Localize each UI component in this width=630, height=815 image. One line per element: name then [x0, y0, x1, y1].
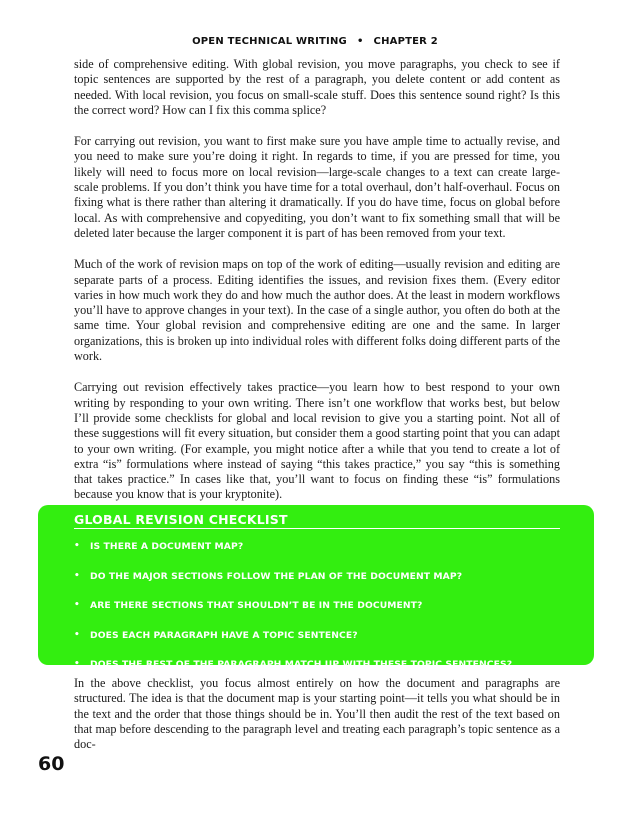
bullet-icon: •	[74, 541, 80, 551]
header-book-title: OPEN TECHNICAL WRITING	[192, 36, 347, 47]
bullet-icon: •	[74, 600, 80, 610]
checklist-item-text: DO THE MAJOR SECTIONS FOLLOW THE PLAN OF THE DOCUMENT MAP?	[90, 570, 463, 582]
checklist-item-text: DOES THE REST OF THE PARAGRAPH MATCH UP WITH THESE TOPIC SENTENCES?	[90, 659, 513, 670]
checklist-item	[74, 600, 574, 630]
checklist-item-text: IS THERE A DOCUMENT MAP?	[90, 541, 244, 552]
checklist-item-text: ARE THERE SECTIONS THAT SHOULDN’T BE IN THE DOCUMENT?	[90, 600, 423, 611]
checklist-item	[74, 541, 574, 571]
page-number: 60	[38, 753, 65, 775]
checklist-item	[74, 571, 574, 601]
bullet-icon: •	[74, 629, 80, 640]
checklist-item-text: DOES EACH PARAGRAPH HAVE A TOPIC SENTENCE?	[90, 629, 358, 641]
paragraph: For carrying out revision, you want to first make sure you have ample time to actually revise, and you need to make sure you’re doing it right. In regards to time, if you are pressed for time, you likely will need to focus more on local revision—large-scale changes to a text can create large-scale problems. If you don’t think you have time for a total overhaul, don’t half-overhaul. Focus on fixing what is there rather than altering it dramatically. If you do have time, focus on global before local. As with comprehensive and copyediting, you don’t want to fix something small that will be deleted later because the larger component it is part of has been removed from your text.	[74, 134, 560, 240]
bullet-icon: •	[74, 659, 80, 669]
checklist-item	[74, 630, 574, 660]
global-revision-checklist-box	[38, 505, 594, 670]
running-header	[0, 36, 630, 47]
paragraph: Much of the work of revision maps on top of the work of editing—usually revision and editing are separate parts of a process. Editing identifies the issues, and revision fixes them. (Every editor varies in how much work they do and how much the author does. At the least in modern workflows you’ll have to approve changes in your text). In the case of a single author, you often do both at the same time. Your global revision and comprehensive editing are one and the same. In larger organizations, this is broken up into individual roles with different folks doing different parts of the work.	[74, 257, 560, 364]
header-separator: •	[356, 36, 364, 47]
continuation-paragraph: In the above checklist, you focus almost entirely on how the document and paragraphs are structured. The idea is that the document map is your starting point—it tells you what should be in the text and the order that those things should be in. You’ll then audit the rest of the text based on that map before descending to the paragraph level and treating each paragraph’s topic sentence as a doc-	[74, 676, 560, 752]
paragraph: Carrying out revision effectively takes practice—you learn how to best respond to your own writing by responding to your own writing. There isn’t one workflow that works best, but below I’ll provide some checklists for global and local revision to give you a starting point. Not all of these suggestions will fit every situation, but consider them a good starting point that you can adapt to your own writing. (For example, you might notice after a while that you tend to create a lot of extra “is” formulations where instead of saying “this takes practice,” you say “this is something that takes practice.” In cases like that, you’ll want to focus on finding these “is” formulations because you know that is your kryptonite).	[74, 380, 560, 502]
checklist-list	[74, 541, 574, 689]
bullet-icon: •	[74, 570, 80, 581]
header-chapter: CHAPTER 2	[373, 36, 438, 47]
paragraph: side of comprehensive editing. With global revision, you move paragraphs, you check to see if topic sentences are supported by the rest of a paragraph, you delete content or add content as needed. With local revision, you focus on small-scale stuff. Does this sentence sound right? Is this the correct word? How can I fix this comma splice?	[74, 57, 560, 117]
checklist-title: GLOBAL REVISION CHECKLIST	[74, 512, 560, 529]
body-text	[74, 57, 560, 519]
